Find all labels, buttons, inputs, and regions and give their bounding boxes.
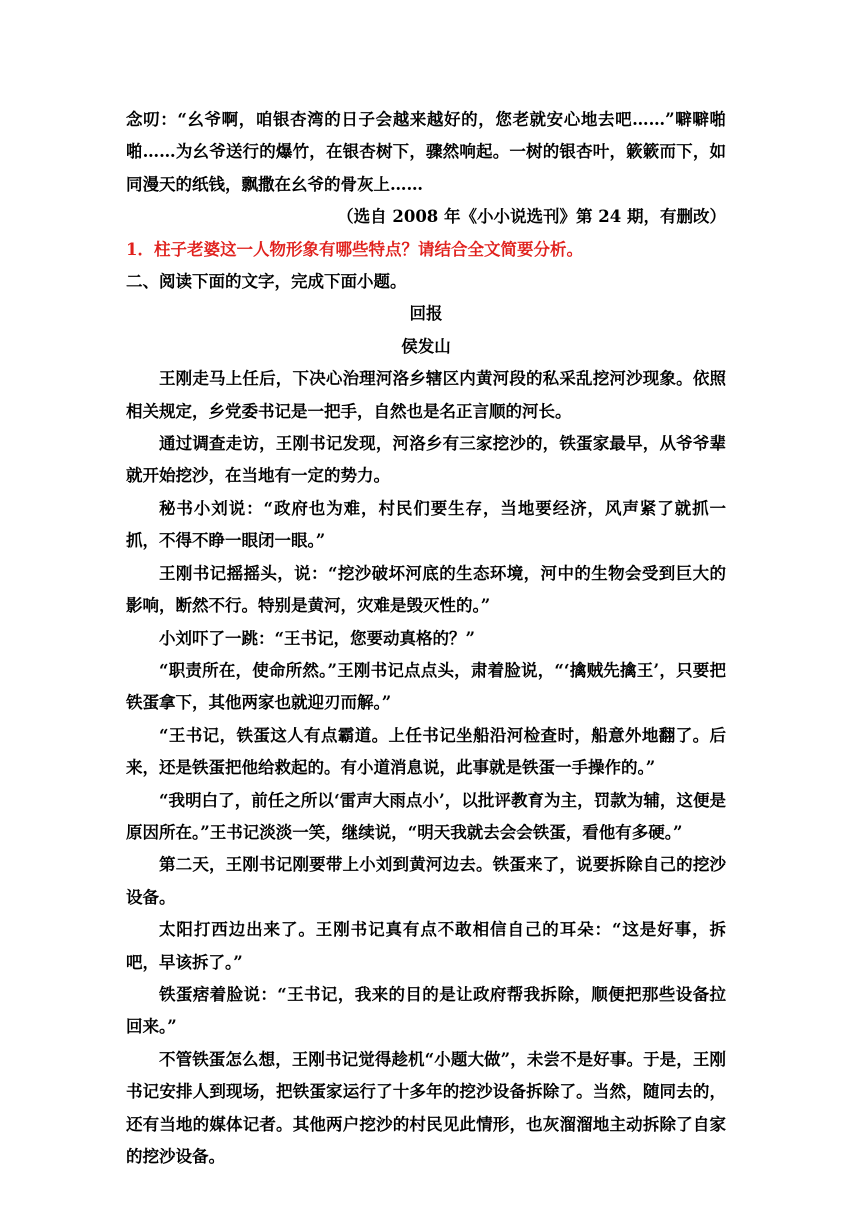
paragraph-ending: 念叨：“幺爷啊，咱银杏湾的日子会越来越好的，您老就安心地去吧……”噼噼啪啪……为幺爷送行的爆竹，在银杏树下，骤然响起。一树的银杏叶，簌簌而下，如同漫天的纸钱，飘撒在幺爷的骨灰上…… — [126, 110, 726, 194]
story-paragraph: 小刘吓了一跳：“王书记，您要动真格的？” — [159, 628, 475, 648]
story-paragraph: 铁蛋痞着脸说：“王书记，我来的目的是让政府帮我拆除，顺便把那些设备拉回来。” — [126, 984, 726, 1037]
story-paragraph: “职责所在，使命所然。”王刚书记点点头，肃着脸说，“‘擒贼先擒王’，只要把铁蛋拿下，其他两家也就迎刃而解。” — [126, 660, 726, 713]
story-paragraph: 不管铁蛋怎么想，王刚书记觉得趁机“小题大做”，未尝不是好事。于是，王刚书记安排人到现场，把铁蛋家运行了十多年的挖沙设备拆除了。当然，随同去的，还有当地的媒体记者。其他两户挖沙的村民见此情形，也灰溜溜地主动拆除了自家的挖沙设备。 — [126, 1049, 726, 1166]
story-paragraph: 秘书小刘说：“政府也为难，村民们要生存，当地要经济，风声紧了就抓一抓，不得不睁一眼闭一眼。” — [126, 498, 726, 551]
story-paragraph: “我明白了，前任之所以‘雷声大雨点小’，以批评教育为主，罚款为辅，这便是原因所在。”王书记淡淡一笑，继续说，“明天我就去会会铁蛋，看他有多硬。” — [126, 790, 726, 842]
story-author: 侯发山 — [401, 336, 451, 356]
section-2-heading: 二、阅读下面的文字，完成下面小题。 — [126, 272, 407, 292]
story-paragraph: 通过调查走访，王刚书记发现，河洛乡有三家挖沙的，铁蛋家最早，从爷爷辈就开始挖沙，在当地有一定的势力。 — [126, 434, 726, 486]
story-paragraph: 王刚走马上任后，下决心治理河洛乡辖区内黄河段的私采乱挖河沙现象。依照相关规定，乡党委书记是一把手，自然也是名正言顺的河长。 — [126, 369, 726, 421]
story-paragraph: 王刚书记摇摇头，说：“挖沙破坏河底的生态环境，河中的生物会受到巨大的影响，断然不行。特别是黄河，灾难是毁灭性的。” — [126, 563, 726, 616]
document-page — [126, 104, 726, 1173]
story-paragraph: “王书记，铁蛋这人有点霸道。上任书记坐船沿河检查时，船意外地翻了。后来，还是铁蛋把他给救起的。有小道消息说，此事就是铁蛋一手操作的。” — [126, 725, 726, 778]
source-note: （选自 2008 年《小小说选刊》第 24 期，有删改） — [337, 207, 726, 227]
story-title: 回报 — [409, 304, 443, 324]
story-paragraph: 第二天，王刚书记刚要带上小刘到黄河边去。铁蛋来了，说要拆除自己的挖沙设备。 — [126, 855, 726, 907]
question-1: 1．柱子老婆这一人物形象有哪些特点？请结合全文简要分析。 — [126, 239, 583, 259]
story-paragraph: 太阳打西边出来了。王刚书记真有点不敢相信自己的耳朵：“这是好事，拆吧，早该拆了。” — [126, 920, 726, 972]
